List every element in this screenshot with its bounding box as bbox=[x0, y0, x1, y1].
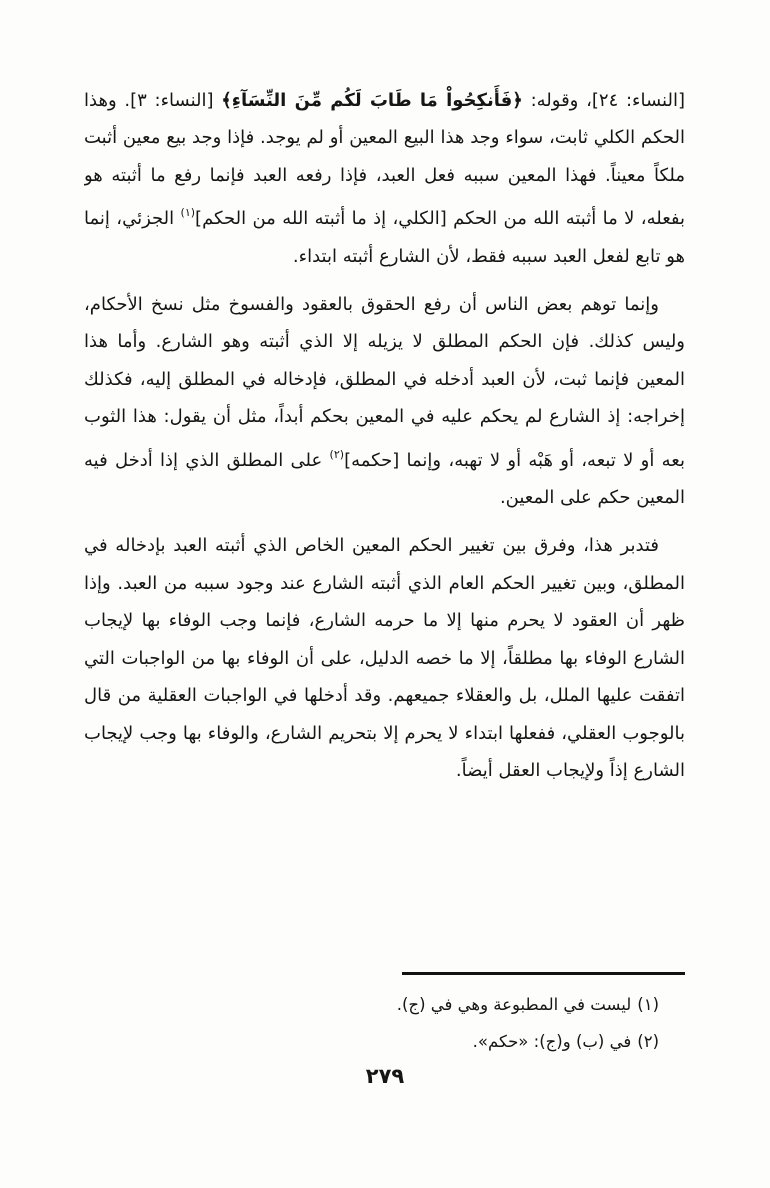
footnote-list bbox=[84, 986, 685, 1060]
footnote bbox=[84, 1023, 685, 1060]
body-text-segment: الجزئي، إنما هو تابع لفعل العبد سببه فقط، لأن الشارع أثبته ابتداء. bbox=[84, 208, 685, 267]
body-text-segment: [النساء: ٣]. وهذا الحكم الكلي ثابت، سواء وجد هذا البيع المعين أو لم يوجد. فإذا وجد بيع معين أثبت ملكاً معيناً. فهذا المعين سببه فعل العبد، فإذا رفعه العبد فإنما رفع ما أثبته هو بفعله، لا ما أثبته الله من الحكم [الكلي، إذ ما أثبته الله من الحكم] bbox=[84, 90, 685, 230]
paragraph bbox=[84, 286, 685, 516]
body-text-segment: [النساء: ٢٤]، وقوله: bbox=[522, 90, 685, 111]
footnote-area bbox=[84, 972, 685, 1060]
quran-verse: ﴿فَأَنكِحُواْ مَا طَابَ لَكُم مِّنَ النِّسَآءِ﴾ bbox=[221, 90, 523, 111]
paragraphs-container bbox=[84, 82, 685, 789]
body-text-block bbox=[84, 82, 685, 800]
footnote bbox=[84, 986, 685, 1023]
footnote-text: في (ب) و(ج): «حكم». bbox=[472, 1032, 632, 1051]
paragraph bbox=[84, 527, 685, 789]
footnote-reference-marker: (١) bbox=[180, 206, 196, 220]
footnote-marker: (١) bbox=[637, 995, 659, 1014]
footnote-reference-marker: (٢) bbox=[329, 447, 345, 461]
paragraph bbox=[84, 82, 685, 275]
footnote-text: ليست في المطبوعة وهي في (ج). bbox=[396, 995, 632, 1014]
footnote-marker: (٢) bbox=[637, 1032, 659, 1051]
body-text-segment: فتدبر هذا، وفرق بين تغيير الحكم المعين الخاص الذي أثبته العبد بإدخاله في المطلق، وبين تغيير الحكم العام الذي أثبته الشارع عند وجود سببه من العبد. وإذا ظهر أن العقود لا يحرم منها إلا ما حرمه الشارع، فإنما وجب الوفاء بها لإيجاب الشارع الوفاء بها مطلقاً، إلا ما خصه الدليل، على أن الوفاء بها من الواجبات التي اتفقت عليها الملل، بل والعقلاء جميعهم. وقد أدخلها في الواجبات العقلية من قال بالوجوب العقلي، ففعلها ابتداء لا يحرم إلا بتحريم الشارع، والوفاء بها وجب لإيجاب الشارع إذاً ولإيجاب العقل أيضاً. bbox=[84, 535, 685, 781]
body-text-segment: على المطلق الذي إذا أدخل فيه المعين حكم على المعين. bbox=[84, 449, 685, 509]
body-text-segment: وإنما توهم بعض الناس أن رفع الحقوق بالعقود والفسوخ مثل نسخ الأحكام، وليس كذلك. فإن الحكم المطلق لا يزيله إلا الذي أثبته وهو الشارع. وأما هذا المعين فإنما ثبت، لأن العبد أدخله في المطلق، فإدخاله في المطلق إليه، فكذلك إخراجه: إذ الشارع لم يحكم عليه في المعين بحكم أبداً، مثل أن يقول: هذا الثوب بعه أو لا تبعه، أو هَبْه أو لا تهبه، وإنما [حكمه] bbox=[84, 294, 685, 471]
footnote-separator-rule bbox=[402, 972, 685, 975]
page-number: ٢٧٩ bbox=[365, 1064, 405, 1088]
